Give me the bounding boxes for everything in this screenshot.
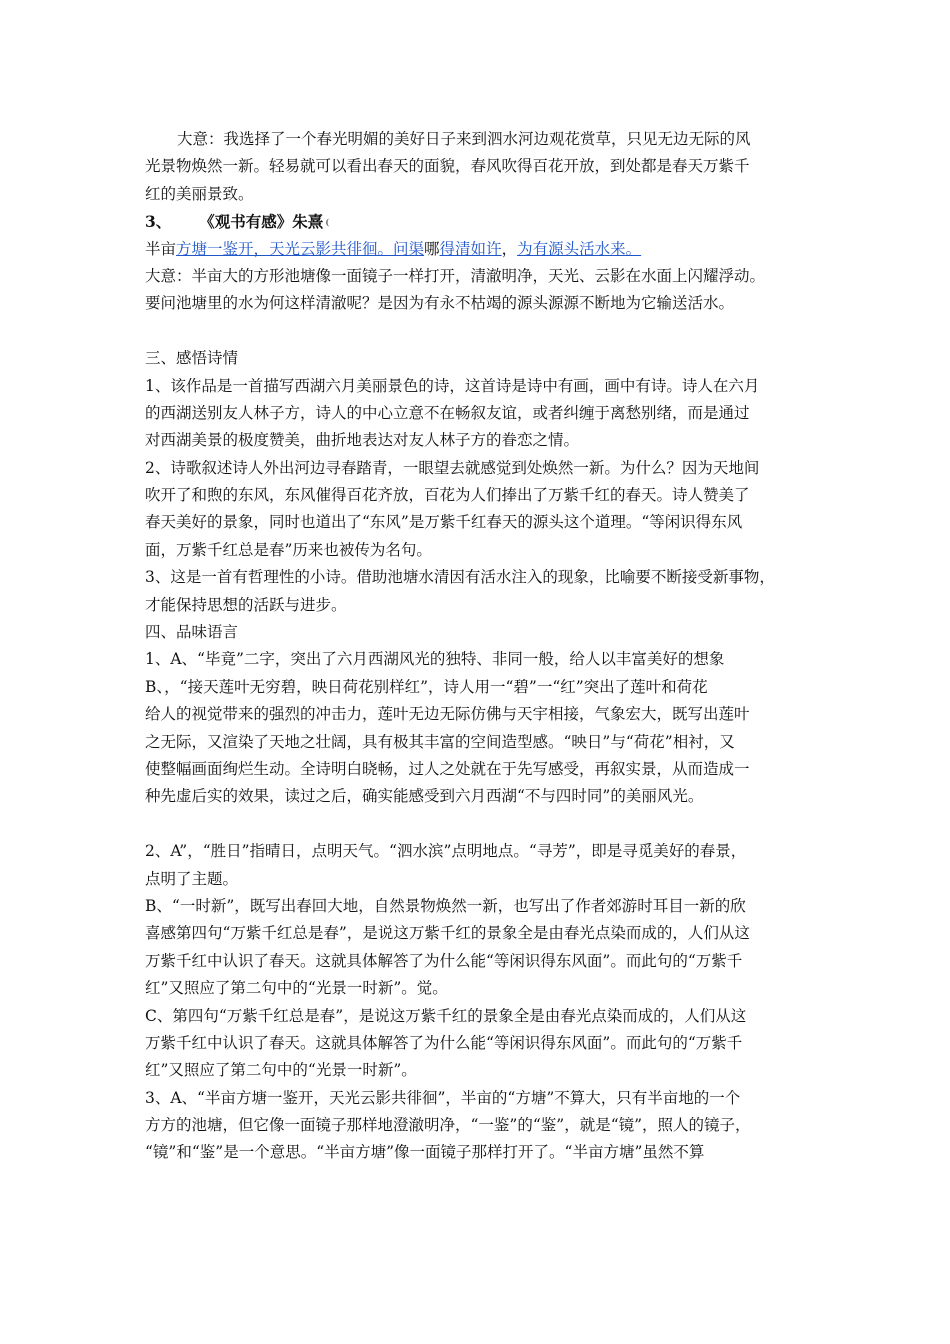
poem-3-meaning-line: 要问池塘里的水为何这样清澈呢？是因为有永不枯竭的源头源源不断地为它输送活水。 (145, 294, 735, 313)
poem-3-link-3[interactable]: 为有源头活水来。 (517, 239, 642, 258)
section-3-line: 面，万紫千红总是春”历来也被传为名句。 (145, 540, 432, 559)
poem-3-text (145, 236, 815, 263)
section-4-line: 之无际，又渲染了天地之壮阔，具有极其丰富的空间造型感。“映日”与“荷花”相衬，又 (145, 732, 735, 751)
section-3-line: 1、该作品是一首描写西湖六月美丽景色的诗，这首诗是诗中有画，画中有诗。诗人在六月 (145, 376, 760, 395)
section-4-line: 万紫千红中认识了春天。这就具体解答了为什么能“等闲识得东风面”。而此句的“万紫千 (145, 1033, 743, 1052)
blank-line (145, 318, 815, 345)
section-4-line: 万紫千红中认识了春天。这就具体解答了为什么能“等闲识得东风面”。而此句的“万紫千 (145, 951, 743, 970)
section-4-line: 喜感第四句“万紫千红总是春”，是说这万紫千红的景象全是由春光点染而成的，人们从这 (145, 924, 750, 943)
meaning-paragraph-line: 光景物焕然一新。轻易就可以看出春天的面貌，春风吹得百花开放，到处都是春天万紫千 (145, 157, 750, 176)
poem-3-link-1[interactable]: 方塘一鉴开，天光云影共徘徊。问渠 (176, 239, 425, 258)
section-3-line: 3、这是一首有哲理性的小诗。借助池塘水清因有活水注入的现象，比喻要不断接受新事物， (145, 568, 775, 587)
section-4-line: 红”又照应了第二句中的“光景一时新”。觉。 (145, 979, 448, 998)
blank-line (145, 811, 815, 838)
poem-3-number: 3、 (145, 212, 172, 232)
section-4-line: 给人的视觉带来的强烈的冲击力，莲叶无边无际仿佛与天宇相接，气象宏大，既写出莲叶 (145, 705, 750, 724)
section-3-line: 对西湖美景的极度赞美，曲折地表达对友人林子方的眷恋之情。 (145, 431, 580, 450)
poem-3-mid: 哪 (424, 239, 440, 258)
section-4-line: 点明了主题。 (145, 869, 239, 888)
section-4-line: 红”又照应了第二句中的“光景一时新”。 (145, 1061, 417, 1080)
meaning-paragraph-line: 大意：我选择了一个春光明媚的美好日子来到泗水河边观花赏草，只见无边无际的风 (177, 130, 751, 148)
comment-marker: ( (325, 217, 330, 228)
section-3-line: 吹开了和煦的东风，东风催得百花齐放，百花为人们捧出了万紫千红的春天。诗人赞美了 (145, 486, 750, 505)
section-4-line: 1、A、“毕竟”二字，突出了六月西湖风光的独特、非同一般，给人以丰富美好的想象 (145, 650, 725, 669)
section-4-line: B、，“接天莲叶无穷碧，映日荷花别样红”，诗人用一“碧”一“红”突出了莲叶和荷花 (145, 677, 708, 696)
section-4-line: 2、A”，“胜日”指晴日，点明天气。“泗水滨”点明地点。“寻芳”，即是寻觅美好的春景， (145, 842, 747, 861)
poem-3-heading (145, 208, 815, 235)
section-4-line: 使整幅画面绚烂生动。全诗明白晓畅，过人之处就在于先写感受，再叙实景，从而造成一 (145, 759, 750, 778)
section-4-line: 方方的池塘，但它像一面镜子那样地澄澈明净，“一鉴”的“鉴”，就是“镜”，照人的镜子， (145, 1116, 751, 1135)
section-4-line: B、“一时新”，既写出春回大地，自然景物焕然一新，也写出了作者郊游时耳目一新的欣 (145, 896, 746, 915)
meaning-paragraph-line: 红的美丽景致。 (145, 184, 254, 203)
section-4-line: 3、A、“半亩方塘一鉴开，天光云影共徘徊”，半亩的“方塘”不算大，只有半亩地的一个 (145, 1088, 741, 1107)
poem-3-link-2[interactable]: 得清如许 (439, 239, 502, 258)
section-4-line: “镜”和“鉴”是一个意思。“半亩方塘”像一面镜子那样打开了。“半亩方塘”虽然不算 (145, 1143, 705, 1162)
section-3-heading: 三、感悟诗情 (145, 349, 239, 368)
section-4-heading: 四、品味语言 (145, 623, 239, 642)
poem-3-meaning-line: 大意：半亩大的方形池塘像一面镜子一样打开，清澈明净，天光、云影在水面上闪耀浮动。 (145, 266, 766, 285)
section-3-line: 春天美好的景象，同时也道出了“东风”是万紫千红春天的源头这个道理。“等闲识得东风 (145, 513, 743, 532)
section-3-line: 的西湖送别友人林子方，诗人的中心立意不在畅叙友谊，或者纠缠于离愁别绪，而是通过 (145, 403, 750, 422)
section-4-line: 种先虚后实的效果，读过之后，确实能感受到六月西湖“不与四时同”的美丽风光。 (145, 787, 704, 806)
poem-3-title: 《观书有感》朱熹 (199, 212, 324, 232)
document-body (145, 126, 815, 1167)
section-3-line: 才能保持思想的活跃与进步。 (145, 595, 347, 614)
section-4-line: C、第四句“万紫千红总是春”，是说这万紫千红的景象全是由春光点染而成的，人们从这 (145, 1006, 747, 1025)
poem-3-comma: ， (501, 239, 518, 258)
section-3-line: 2、诗歌叙述诗人外出河边寻春踏青，一眼望去就感觉到处焕然一新。为什么？因为天地间 (145, 458, 760, 477)
poem-3-prefix: 半亩 (145, 239, 177, 258)
